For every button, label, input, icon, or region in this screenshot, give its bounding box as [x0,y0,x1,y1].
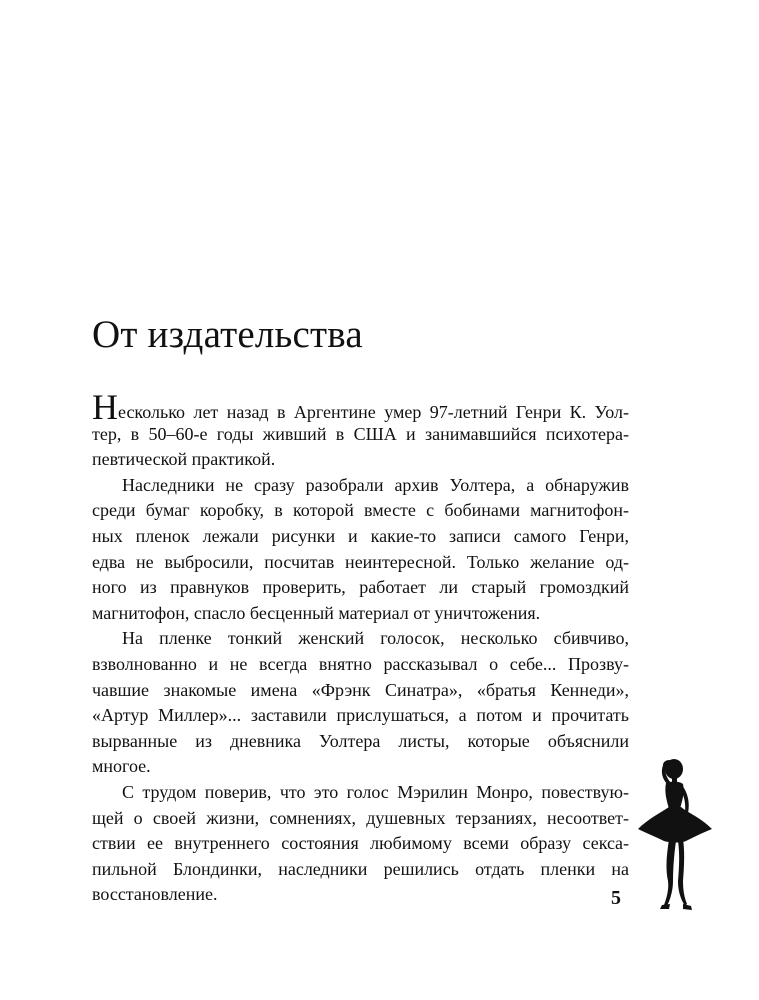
text-line: «Артур Миллер»... заставили прислушаться, а потом и прочитать [92,705,629,726]
text-line: щей о своей жизни, сомнениях, душевных терзаниях, несоответ- [92,807,629,828]
text-line: восстановление. [92,884,218,905]
marilyn-silhouette-icon [636,757,716,913]
body-text [92,387,629,908]
text-line: многое. [92,756,151,777]
text-line: ного из правнуков проверить, работает ли старый громоздкий [92,577,629,598]
text-line: вырванные из дневника Уолтера листы, которые объяснили [92,730,629,751]
drop-cap: Н [92,387,118,427]
text-line: среди бумаг коробку, в которой вместе с бобинами магнитофон- [92,500,629,521]
text-line: взволнованно и не всегда внятно рассказывал о себе... Прозву- [92,653,629,674]
paragraph-4 [92,780,629,908]
text-line: С трудом поверив, что это голос Мэрилин Монро, повествую- [122,781,629,802]
line-text: есколько лет назад в Аргентине умер 97-летний Генри К. Уол- [118,402,629,422]
text-line: чавшие знакомые имена «Фрэнк Синатра», «братья Кеннеди», [92,679,629,700]
text-line: магнитофон, спасло бесценный материал от уничтожения. [92,602,541,623]
paragraph-2 [92,473,629,627]
page-number: 5 [611,887,621,909]
paragraph-3 [92,626,629,780]
text-line [92,387,629,427]
text-line: На пленке тонкий женский голосок, несколько сбивчиво, [122,628,629,649]
text-line: ных пленок лежали рисунки и какие-то записи самого Генри, [92,525,629,546]
chapter-title: От издательства [92,313,363,356]
paragraph-1 [92,387,629,473]
text-line: пильной Блондинки, наследники решились отдать пленки на [92,858,629,879]
text-line: тер, в 50–60-е годы живший в США и занимавшийся психотера- [92,423,629,444]
text-line: ствии ее внутреннего состояния любимому всеми образу сексa- [92,833,629,854]
text-line: едва не выбросили, посчитав неинтересной. Только желание од- [92,551,629,572]
text-line: Наследники не сразу разобрали архив Уолтера, а обнаружив [122,474,629,495]
text-line: певтической практикой. [92,449,276,470]
